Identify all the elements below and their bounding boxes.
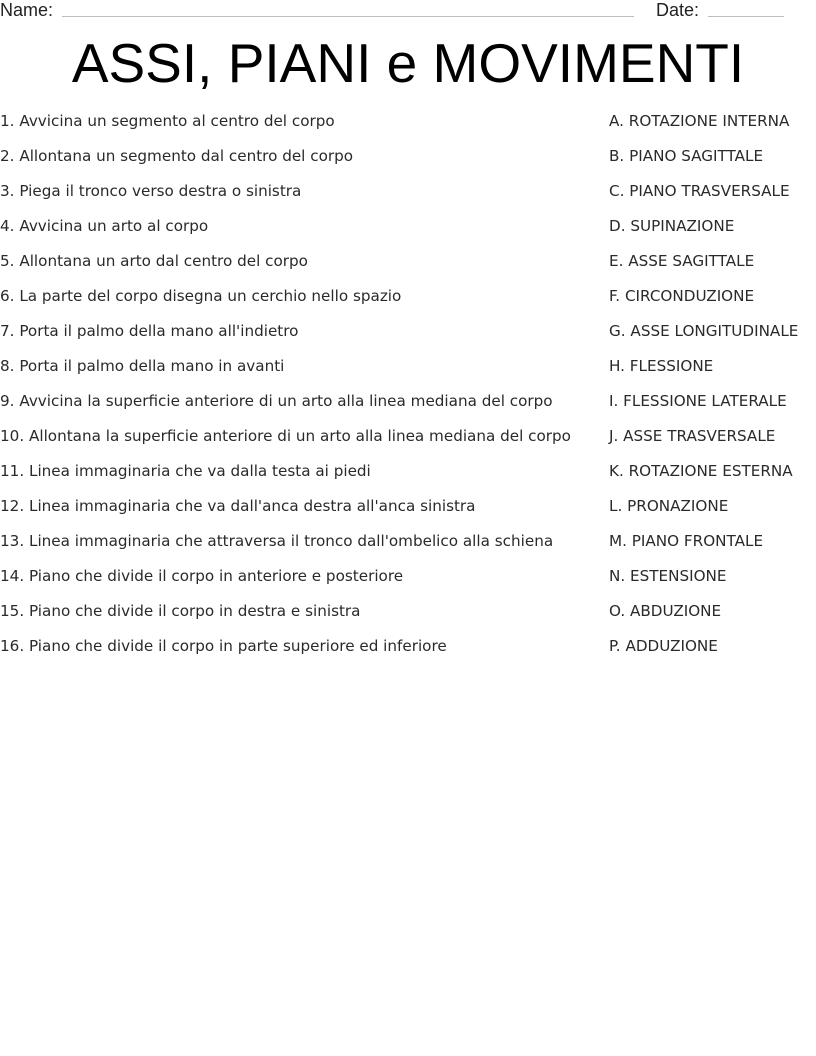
matching-row bbox=[0, 635, 816, 658]
clue-text: 11. Linea immaginaria che va dalla testa ai piedi bbox=[0, 462, 371, 480]
date-label: Date: bbox=[656, 0, 700, 20]
clue-text: 6. La parte del corpo disegna un cerchio nello spazio bbox=[0, 287, 402, 305]
clue-text: 1. Avvicina un segmento al centro del corpo bbox=[0, 112, 335, 130]
clue-text: 12. Linea immaginaria che va dall'anca destra all'anca sinistra bbox=[0, 497, 476, 515]
matching-row bbox=[0, 285, 816, 308]
clue-text: 14. Piano che divide il corpo in anteriore e posteriore bbox=[0, 567, 404, 585]
matching-row bbox=[0, 180, 816, 203]
answer-option: N. ESTENSIONE bbox=[609, 567, 727, 585]
matching-row bbox=[0, 460, 816, 483]
matching-row bbox=[0, 145, 816, 168]
answer-option: D. SUPINAZIONE bbox=[609, 217, 735, 235]
worksheet-header bbox=[0, 0, 816, 24]
clue-text: 3. Piega il tronco verso destra o sinistra bbox=[0, 182, 302, 200]
matching-row bbox=[0, 530, 816, 553]
answer-option: C. PIANO TRASVERSALE bbox=[609, 182, 790, 200]
matching-row bbox=[0, 600, 816, 623]
answer-option: B. PIANO SAGITTALE bbox=[609, 147, 764, 165]
clue-text: 2. Allontana un segmento dal centro del corpo bbox=[0, 147, 354, 165]
page-title: ASSI, PIANI e MOVIMENTI bbox=[71, 32, 745, 94]
name-label: Name: bbox=[0, 0, 54, 20]
matching-list bbox=[0, 110, 816, 670]
answer-option: E. ASSE SAGITTALE bbox=[609, 252, 755, 270]
name-blank-line bbox=[62, 16, 634, 17]
answer-option: O. ABDUZIONE bbox=[609, 602, 722, 620]
date-blank-line bbox=[708, 16, 784, 17]
clue-text: 15. Piano che divide il corpo in destra e sinistra bbox=[0, 602, 361, 620]
answer-option: L. PRONAZIONE bbox=[609, 497, 729, 515]
clue-text: 5. Allontana un arto dal centro del corpo bbox=[0, 252, 308, 270]
answer-option: P. ADDUZIONE bbox=[609, 637, 718, 655]
matching-row bbox=[0, 110, 816, 133]
clue-text: 10. Allontana la superficie anteriore di un arto alla linea mediana del corpo bbox=[0, 427, 571, 445]
matching-row bbox=[0, 355, 816, 378]
answer-option: K. ROTAZIONE ESTERNA bbox=[609, 462, 793, 480]
answer-option: F. CIRCONDUZIONE bbox=[609, 287, 755, 305]
answer-option: A. ROTAZIONE INTERNA bbox=[609, 112, 790, 130]
matching-row bbox=[0, 390, 816, 413]
answer-option: I. FLESSIONE LATERALE bbox=[609, 392, 787, 410]
matching-row bbox=[0, 565, 816, 588]
matching-row bbox=[0, 250, 816, 273]
clue-text: 9. Avvicina la superficie anteriore di un arto alla linea mediana del corpo bbox=[0, 392, 553, 410]
matching-row bbox=[0, 320, 816, 343]
matching-row bbox=[0, 215, 816, 238]
clue-text: 13. Linea immaginaria che attraversa il tronco dall'ombelico alla schiena bbox=[0, 532, 554, 550]
clue-text: 4. Avvicina un arto al corpo bbox=[0, 217, 209, 235]
answer-option: M. PIANO FRONTALE bbox=[609, 532, 764, 550]
matching-row bbox=[0, 495, 816, 518]
matching-row bbox=[0, 425, 816, 448]
clue-text: 8. Porta il palmo della mano in avanti bbox=[0, 357, 285, 375]
clue-text: 16. Piano che divide il corpo in parte superiore ed inferiore bbox=[0, 637, 447, 655]
clue-text: 7. Porta il palmo della mano all'indietro bbox=[0, 322, 299, 340]
answer-option: G. ASSE LONGITUDINALE bbox=[609, 322, 799, 340]
answer-option: J. ASSE TRASVERSALE bbox=[609, 427, 776, 445]
answer-option: H. FLESSIONE bbox=[609, 357, 714, 375]
